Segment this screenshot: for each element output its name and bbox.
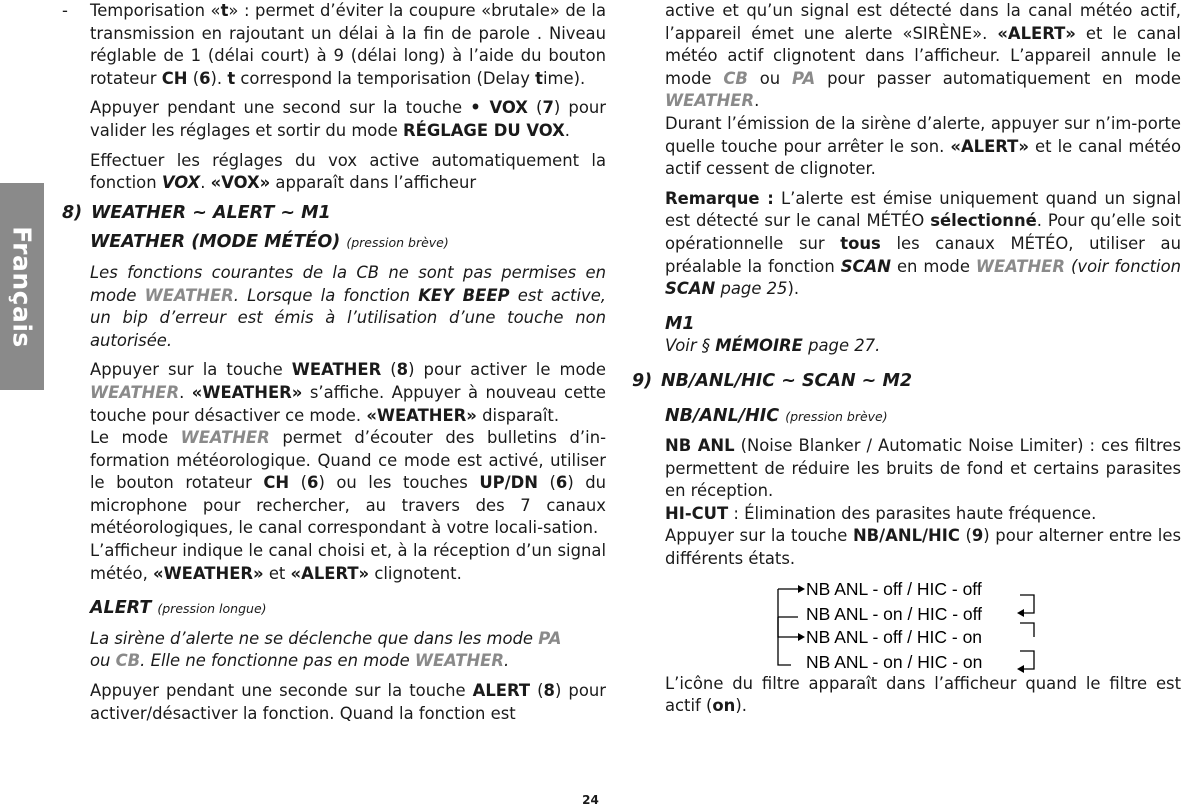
alert-italic-note: La sirène d’alerte ne se déclenche que dans les mode PA ou CB. Elle ne fonctionne pas en mode WEATHER. [90, 628, 562, 671]
vox-activate-paragraph: Effectuer les réglages du vox active automatiquement la fonction VOX. «VOX» apparaît dans l’afficheur [90, 150, 606, 193]
language-side-tab [0, 183, 44, 390]
alert-activate-paragraph: Appuyer pendant une seconde sur la touche ALERT (8) pour activer/désactiver la fonction. Quand la fonction est [90, 681, 606, 723]
nb-anl-hic-heading: NB/ANL/HIC (pression brève) [665, 405, 888, 426]
filter-states-diagram [636, 577, 1181, 673]
alert-continued-paragraph: active et qu’un signal est détecté dans la canal météo actif, l’appareil émet une alerte «SIRÈNE». «ALERT» et le canal météo actif clignotent dans l’afficheur. L’appareil annule le mode CB ou PA pour passer automatiquement en mode WEATHER. Durant l’émission de la sirène d’alerte, appuyer sur n’im-porte quelle touche pour arrêter le son. «ALERT» et le canal météo actif cessent de clignoter. [665, 1, 1181, 179]
left-column [62, 0, 606, 725]
section-8-heading: 8) WEATHER ~ ALERT ~ M1 [62, 202, 331, 223]
state-4: NB ANL - on / HIC - on [806, 651, 983, 672]
right-column [632, 0, 1181, 718]
nb-key-paragraph: Appuyer sur la touche NB/ANL/HIC (9) pour alterner entre les différents états. [665, 526, 1181, 569]
language-tab-label: Français [7, 225, 37, 348]
list-dash: - [62, 1, 68, 20]
state-1: NB ANL - off / HIC - off [806, 578, 982, 599]
weather-mode-heading: WEATHER (MODE MÉTÉO) (pression brève) [90, 232, 449, 253]
vox-validate-paragraph: Appuyer pendant une second sur la touche • VOX (7) pour valider les réglages et sortir du mode RÉGLAGE DU VOX. [90, 98, 606, 140]
weather-activate-paragraph: Appuyer sur la touche WEATHER (8) pour activer le mode WEATHER. «WEATHER» s’affiche. Appuyer à nouveau cette touche pour désactiver ce mode. «WEATHER» disparaît. [90, 360, 607, 425]
weather-italic-note: Les fonctions courantes de la CB ne sont pas permises en mode WEATHER. Lorsque la fonction KEY BEEP est active, un bip d’erreur est émis à l’utilisation d’une touche non autorisée. [90, 262, 606, 350]
m1-heading: M1 [665, 313, 695, 334]
temporisation-paragraph: Temporisation «t» : permet d’éviter la coupure «brutale» de la transmission en rajoutant un délai à la fin de parole . Niveau réglable de 1 (délai court) à 9 (délai long) à l’aide du bouton rotateur CH (6). t correspond la temporisation (Delay time). [90, 1, 606, 88]
section-9-heading: 9) NB/ANL/HIC ~ SCAN ~ M2 [632, 370, 913, 391]
state-3: NB ANL - off / HIC - on [806, 626, 983, 647]
alert-heading: ALERT (pression longue) [90, 598, 267, 619]
weather-display-paragraph: L’afficheur indique le canal choisi et, à la réception d’un signal météo, «WEATHER» et «ALERT» clignotent. [90, 541, 606, 583]
weather-description-paragraph: Le mode WEATHER permet d’écouter des bulletins d’in-formation météorologique. Quand ce mode est activé, utiliser le bouton rotateur CH (6) ou les touches UP/DN (6) du microphone pour rechercher, au travers des 7 canaux météorologiques, le canal correspondant à votre locali-sation. [90, 428, 607, 538]
m1-reference: Voir § MÉMOIRE page 27. [665, 336, 881, 356]
state-2: NB ANL - on / HIC - off [806, 603, 983, 624]
remark-paragraph: Remarque : L’alerte est émise uniquement quand un signal est détecté sur le canal MÉTÉO sélectionné. Pour qu’elle soit opérationnelle sur tous les canaux MÉTÉO, utiliser au préalable la fonction SCAN en mode WEATHER (voir fonction SCAN page 25). [665, 188, 1181, 299]
hicut-paragraph: HI-CUT : Élimination des parasites haute fréquence. [665, 503, 1097, 523]
page-number: 24 [582, 793, 599, 807]
nb-anl-paragraph: NB ANL (Noise Blanker / Automatic Noise Limiter) : ces filtres permettent de réduire les bruits de fond et certains parasites en réception. [665, 436, 1181, 501]
filter-icon-paragraph: L’icône du filtre apparaît dans l’afficheur quand le filtre est actif (on). [665, 673, 1181, 716]
